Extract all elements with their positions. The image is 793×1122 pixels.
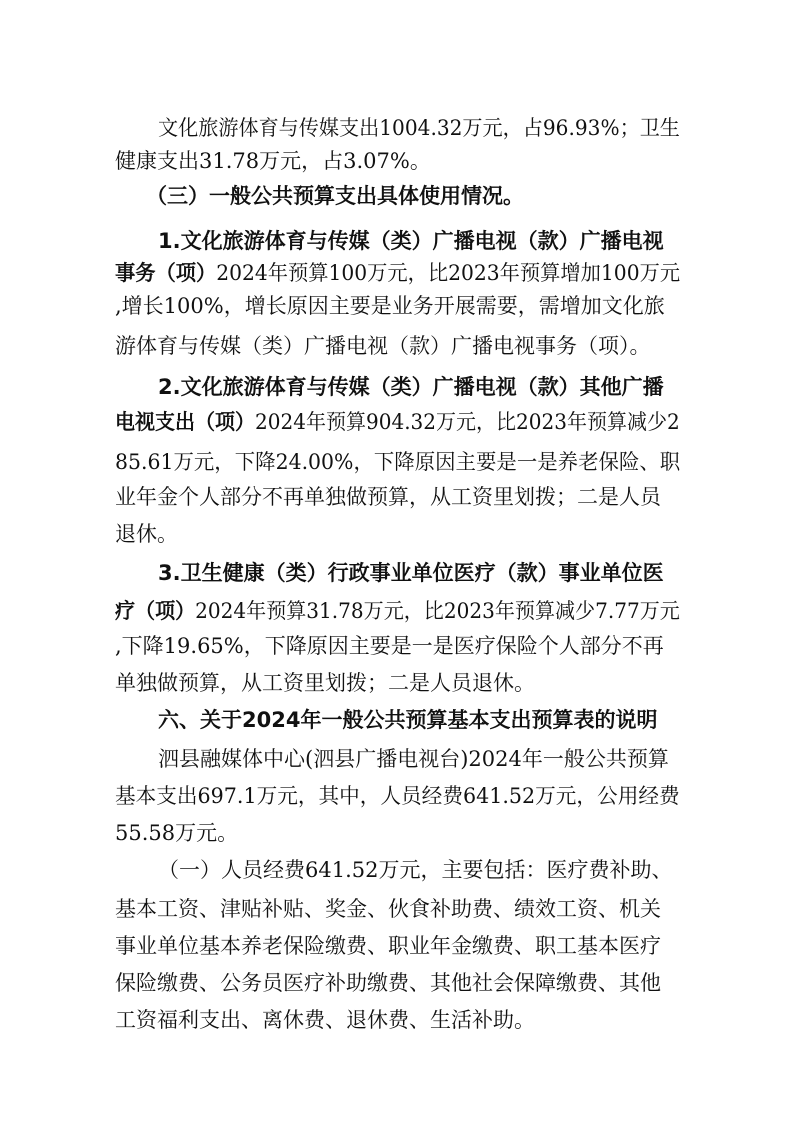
item-heading: 3.卫生健康（类）行政事业单位医疗（款）事业单位医 [158,561,664,585]
body-line: 健康支出31.78万元，占3.07%。 [115,149,431,173]
body-line: 业年金个人部分不再单独做预算，从工资里划拨；二是人员 [115,485,661,509]
section-heading: （三）一般公共预算支出具体使用情况。 [146,184,524,208]
body-line: 单独做预算，从工资里划拨；二是人员退休。 [115,671,535,695]
body-text: 2024年预算904.32万元，比2023年预算减少2 [255,410,680,434]
body-line: 事业单位基本养老保险缴费、职业年金缴费、职工基本医疗 [115,934,661,958]
body-line: （一）人员经费641.52万元，主要包括：医疗费补助、 [158,858,673,882]
body-line: 文化旅游体育与传媒支出1004.32万元，占96.93%；卫生 [158,116,680,140]
body-line [115,258,680,288]
body-line: 基本工资、津贴补贴、奖金、伙食补助费、绩效工资、机关 [115,897,661,921]
item-heading-cont: 事务（项） [115,261,217,285]
item-heading: 1.文化旅游体育与传媒（类）广播电视（款）广播电视 [158,229,664,253]
body-line: ,下降19.65%，下降原因主要是一是医疗保险个人部分不再 [115,634,664,658]
item-heading: 2.文化旅游体育与传媒（类）广播电视（款）其他广播 [158,375,664,399]
body-line [115,596,680,626]
body-line: 基本支出697.1万元，其中，人员经费641.52万元，公用经费 [115,784,680,808]
body-line [115,407,680,437]
body-line: 游体育与传媒（类）广播电视（款）广播电视事务（项）。 [115,334,651,358]
section-heading: 六、关于2024年一般公共预算基本支出预算表的说明 [158,708,658,732]
item-heading-cont: 疗（项） [115,599,196,623]
body-text: 2024年预算100万元，比2023年预算增加100万元 [216,261,681,285]
body-line: 泗县融媒体中心(泗县广播电视台)2024年一般公共预算 [158,747,669,771]
body-line: 85.61万元，下降24.00%，下降原因主要是一是养老保险、职 [115,450,681,474]
body-line: ,增长100%，增长原因主要是业务开展需要，需增加文化旅 [115,294,665,318]
body-line: 55.58万元。 [115,821,239,845]
item-heading-cont: 电视支出（项） [115,410,256,434]
body-line: 工资福利支出、离休费、退休费、生活补助。 [115,1008,535,1032]
body-text: 2024年预算31.78万元，比2023年预算减少7.77万元 [195,599,680,623]
body-line: 保险缴费、公务员医疗补助缴费、其他社会保障缴费、其他 [115,971,661,995]
body-line: 退休。 [115,522,178,546]
